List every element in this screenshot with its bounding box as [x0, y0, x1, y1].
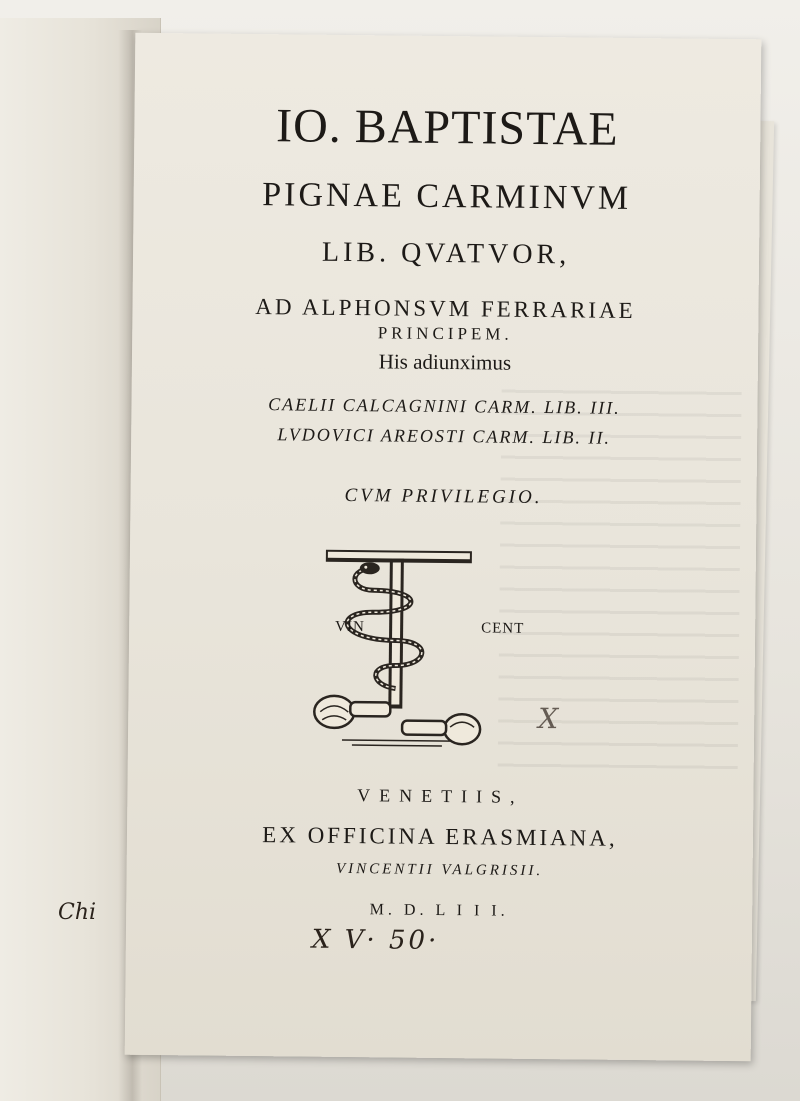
addition-intro: His adiunximus [378, 349, 512, 375]
imprint-publisher: VINCENTII VALGRISII. [335, 860, 544, 880]
title-line-2: PIGNAE CARMINVM [262, 176, 632, 217]
contents-line-2: LVDOVICI AREOSTI CARM. LIB. II. [277, 424, 611, 448]
title-line-3: LIB. QVATVOR, [321, 236, 571, 271]
imprint-printer: EX OFFICINA ERASMIANA, [262, 822, 618, 851]
contents-line-1: CAELII CALCAGNINI CARM. LIB. III. [268, 394, 621, 418]
handwritten-note-chi: Chi [58, 900, 97, 925]
printer-device-woodcut [312, 540, 484, 752]
device-motto-right: CENT [481, 620, 525, 637]
device-motto-left: VIN [335, 618, 365, 636]
handwritten-price: X V· 50· [311, 924, 440, 956]
imprint-date: M. D. L I I I. [369, 901, 509, 920]
title-page [125, 33, 762, 1061]
dedication-line: AD ALPHONSVM FERRARIAE [255, 294, 636, 324]
title-line-1: IO. BAPTISTAE [275, 99, 619, 156]
privilege-line: CVM PRIVILEGIO. [344, 484, 543, 509]
dedication-line-2: PRINCIPEM. [377, 323, 513, 344]
pencil-mark-x: X [538, 702, 559, 736]
imprint-place: VENETIIS, [357, 785, 524, 807]
